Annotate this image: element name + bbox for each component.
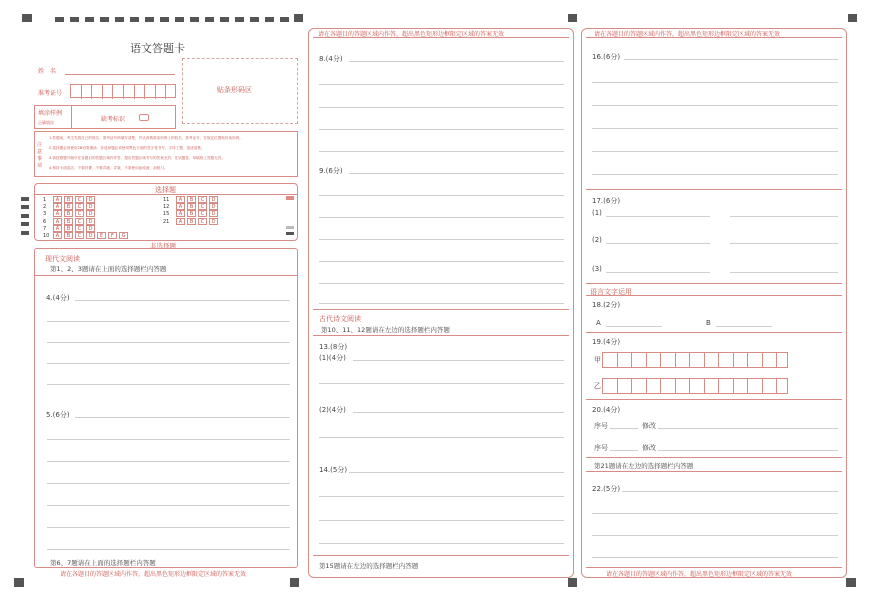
answer-line[interactable] [47,549,290,550]
choice-bubble[interactable]: D [86,210,95,217]
answer-line[interactable] [353,360,564,361]
sample-sub: 正确填涂 [38,120,54,125]
choice-row: 3 A B C D [43,210,130,217]
answer-line[interactable] [622,491,838,492]
choice-bubble[interactable]: B [187,210,196,217]
choice-row: 1 A B C D [43,196,130,203]
answer-line[interactable] [730,272,838,273]
fix-label-1: 修改 [642,422,656,430]
corner-mark [568,14,577,22]
jia-grid[interactable] [602,352,788,368]
name-line[interactable] [65,74,175,75]
answer-line[interactable] [47,505,290,506]
sample-box [34,105,176,129]
choice-bubble[interactable]: A [53,225,62,232]
yi-grid[interactable] [602,378,788,394]
choice-bubble[interactable]: A [176,203,185,210]
note-1: 1.答题前，考生先将自己的姓名、准考证号码填写清楚，并认真核准条形码上的姓名、准考证号，在规定位置贴好条形码。 [49,136,243,140]
side-mark [21,205,29,209]
answer-a-label: A [596,319,601,327]
divider [586,399,842,400]
timing-dash [55,17,64,22]
top-warning-3: 请在各题目的答题区域内作答，超出黑色矩形边框限定区域的答案无效 [594,31,781,38]
divider [586,189,842,190]
column-1-panel [34,248,298,568]
question-13-part-1: (1)(4分) [319,354,346,362]
choice-row: 10 A B C D E F G [43,232,130,239]
choice-bubble[interactable]: C [198,218,207,225]
choice-bubble[interactable]: D [86,196,95,203]
answer-line[interactable] [606,243,710,244]
card-title: 语文答题卡 [130,42,185,55]
note-2: 2.选择题必须使用2B铅笔填涂；非选择题必须使用黑色字迹的签字笔书写，字体工整、笔迹清楚。 [49,146,205,150]
divider [586,283,842,284]
jia-label: 甲 [594,356,601,364]
answer-line[interactable] [47,483,290,484]
divider [313,309,569,310]
answer-line[interactable] [47,439,290,440]
divider [313,555,569,556]
exam-id-label: 准考证号 [38,90,63,97]
top-warning-2: 请在各题目的答题区域内作答，超出黑色矩形边框限定区域的答案无效 [318,31,505,38]
question-13: 13.(8分) [319,343,348,351]
section-language-use: 语言文字运用 [590,288,632,296]
timing-dash [250,17,259,22]
divider [586,37,842,38]
choice-marker [286,226,294,229]
choice-row: 11 A B C D [163,196,220,203]
choice-bubble[interactable]: C [198,203,207,210]
choice-title: 选择题 [155,186,176,194]
timing-dash [205,17,214,22]
timing-dash [115,17,124,22]
choice-bubble[interactable]: F [108,232,117,239]
choice-bubble[interactable]: D [209,218,218,225]
answer-line[interactable] [319,107,564,108]
notes-box [34,131,298,177]
fix-label-2: 修改 [642,444,656,452]
seq-label-1: 序号 [594,422,608,430]
barcode-area [182,58,298,124]
choice-row: 7 A B C D [43,225,130,232]
choice-row: 21 A B C D [163,218,220,225]
choice-bubble[interactable]: A [53,232,62,239]
side-mark [21,214,29,218]
choice-bubble[interactable]: B [64,225,73,232]
answer-line[interactable] [75,417,290,418]
choice-row: 6 A B C D [43,218,130,225]
sample-divider [71,106,72,128]
corner-mark [290,578,299,587]
question-9: 9.(6分) [319,167,343,175]
column-2-panel [308,28,574,578]
corner-mark [294,14,303,22]
sample-label: 填涂样例 [38,110,63,117]
answer-line[interactable] [610,450,638,451]
choice-bubble[interactable]: D [86,225,95,232]
choice-bubble[interactable]: B [187,203,196,210]
timing-dash [85,17,94,22]
divider [586,332,842,333]
answer-line[interactable] [319,217,564,218]
choice-bubble[interactable]: A [53,218,62,225]
answer-line[interactable] [319,543,564,544]
choice-row: 2 A B C D [43,203,130,210]
question-22: 22.(5分) [592,485,621,493]
choice-bubble[interactable]: A [53,196,62,203]
divider [586,567,842,568]
answer-line[interactable] [592,105,838,106]
note-mid: 第10、11、12题请在左边的选择题栏内答题 [321,326,450,334]
section-classical-reading: 古代诗文阅读 [319,315,361,323]
timing-dash [100,17,109,22]
answer-line[interactable] [47,384,290,385]
absent-checkbox[interactable] [139,114,149,121]
barcode-label: 贴条形码区 [217,86,252,94]
choice-row: 15 A B C D [163,210,220,217]
answer-line[interactable] [47,461,290,462]
note-3: 3.请按照题号顺序在各题目的答题区域内作答，超出答题区域书写的答案无效；在试题卷、草稿纸上答题无效。 [49,156,225,160]
answer-line[interactable] [319,261,564,262]
timing-dash [160,17,169,22]
yi-label: 乙 [594,382,601,390]
answer-line[interactable] [319,84,564,85]
choice-bubble[interactable]: D [209,196,218,203]
answer-line[interactable] [592,151,838,152]
answer-line[interactable] [716,326,772,327]
question-5: 5.(6分) [46,411,70,419]
choice-bubble[interactable]: C [75,210,84,217]
name-label: 姓 名 [38,68,57,75]
timing-dash [280,17,289,22]
choice-bubble[interactable]: D [209,203,218,210]
answer-line[interactable] [319,283,564,284]
timing-dash [265,17,274,22]
column-3-panel [581,28,847,578]
choice-bubble[interactable]: B [187,218,196,225]
divider [586,471,842,472]
choice-bubble[interactable]: C [75,218,84,225]
choice-bubble[interactable]: B [64,210,73,217]
choice-bubble[interactable]: B [187,196,196,203]
answer-line[interactable] [606,216,710,217]
choice-bubble[interactable]: C [198,210,207,217]
choice-right-col [163,196,220,225]
question-18: 18.(2分) [592,301,621,309]
answer-line[interactable] [319,129,564,130]
timing-dash [190,17,199,22]
side-mark [21,222,29,226]
choice-bubble[interactable]: C [75,225,84,232]
answer-line[interactable] [610,428,638,429]
corner-mark [22,14,32,22]
corner-mark [14,578,24,587]
timing-dash [220,17,229,22]
question-20: 20.(4分) [592,406,621,414]
divider [586,457,842,458]
choice-left-col [43,196,130,239]
answer-line[interactable] [319,195,564,196]
answer-b-label: B [706,319,711,327]
timing-dash [235,17,244,22]
choice-bubble[interactable]: C [75,203,84,210]
answer-line[interactable] [592,82,838,83]
answer-line[interactable] [319,496,564,497]
question-19: 19.(4分) [592,338,621,346]
answer-line[interactable] [319,437,564,438]
side-mark [21,197,29,201]
side-mark [21,231,29,235]
divider [586,295,842,296]
answer-line[interactable] [319,520,564,521]
timing-dash [130,17,139,22]
answer-line[interactable] [592,513,838,514]
answer-line[interactable] [592,557,838,558]
answer-line[interactable] [47,527,290,528]
answer-line[interactable] [353,412,564,413]
choice-row: 12 A B C D [163,203,220,210]
answer-line[interactable] [592,174,838,175]
answer-line[interactable] [658,450,838,451]
answer-line[interactable] [47,363,290,364]
answer-line[interactable] [47,321,290,322]
choice-bubble[interactable]: A [53,210,62,217]
choice-bubble[interactable]: B [64,203,73,210]
choice-bubble[interactable]: D [209,210,218,217]
answer-line[interactable] [319,151,564,152]
choice-bubble[interactable]: C [75,232,84,239]
bottom-warning-3: 请在各题目的答题区域内作答，超出黑色矩形边框限定区域的答案无效 [606,571,793,578]
choice-bubble[interactable]: B [64,218,73,225]
timing-dash [70,17,79,22]
answer-line[interactable] [319,239,564,240]
answer-line[interactable] [606,326,662,327]
absent-label: 缺考标识 [101,116,126,123]
choice-marker [286,196,294,200]
answer-line[interactable] [349,173,564,174]
choice-bubble[interactable]: A [176,196,185,203]
answer-line[interactable] [592,128,838,129]
question-17: 17.(6分) [592,197,621,205]
answer-line[interactable] [592,535,838,536]
divider [313,335,569,336]
answer-line[interactable] [75,300,290,301]
note-bottom: 第6、7题请在上面的选择题栏内答题 [50,559,156,567]
choice-bubble[interactable]: D [86,232,95,239]
divider [35,275,297,276]
choice-section [34,183,298,241]
question-4: 4.(4分) [46,294,70,302]
choice-bubble[interactable]: D [86,218,95,225]
answer-line[interactable] [606,272,710,273]
timing-dash [175,17,184,22]
note-21: 第21题请在左边的选择题栏内答题 [594,462,694,470]
answer-line[interactable] [319,383,564,384]
answer-line[interactable] [730,243,838,244]
note-bottom-2: 第15题请在左边的选择题栏内答题 [319,562,419,570]
notes-label: 注意事项 [37,142,43,169]
choice-title-line [35,194,297,195]
q17-part-1: (1) [592,209,602,217]
nonchoice-title: 非选择题 [150,242,176,250]
answer-line[interactable] [624,59,838,60]
answer-line[interactable] [47,342,290,343]
corner-mark [846,578,856,587]
question-13-part-2: (2)(4分) [319,406,346,414]
choice-bubble[interactable]: B [64,232,73,239]
timing-dash [145,17,154,22]
answer-line[interactable] [349,61,564,62]
choice-bubble[interactable]: C [75,196,84,203]
choice-bubble[interactable]: D [86,203,95,210]
exam-id-boxes[interactable] [70,84,176,98]
answer-line[interactable] [349,472,564,473]
choice-bubble[interactable]: A [176,210,185,217]
choice-bubble[interactable]: C [198,196,207,203]
q17-part-2: (2) [592,236,602,244]
note-4: 4.保持卡面清洁，不要折叠、不要弄破、弄皱，不准使用涂改液、刮纸刀。 [49,166,168,170]
choice-bubble[interactable]: E [97,232,106,239]
answer-line[interactable] [658,428,838,429]
seq-label-2: 序号 [594,444,608,452]
corner-mark [568,578,577,587]
section-modern-reading: 现代文阅读 [45,255,80,263]
answer-line[interactable] [319,303,564,304]
choice-bubble[interactable]: A [176,218,185,225]
question-8: 8.(4分) [319,55,343,63]
choice-marker [286,232,294,235]
question-16: 16.(6分) [592,53,621,61]
answer-line[interactable] [730,216,838,217]
note-top: 第1、2、3题请在上面的选择题栏内答题 [50,265,167,273]
q17-part-3: (3) [592,265,602,273]
choice-bubble[interactable]: G [119,232,128,239]
bottom-warning-1: 请在各题目的答题区域内作答，超出黑色矩形边框限定区域的答案无效 [60,571,247,578]
divider [313,37,569,38]
choice-bubble[interactable]: B [64,196,73,203]
choice-bubble[interactable]: A [53,203,62,210]
question-14: 14.(5分) [319,466,348,474]
corner-mark [848,14,857,22]
